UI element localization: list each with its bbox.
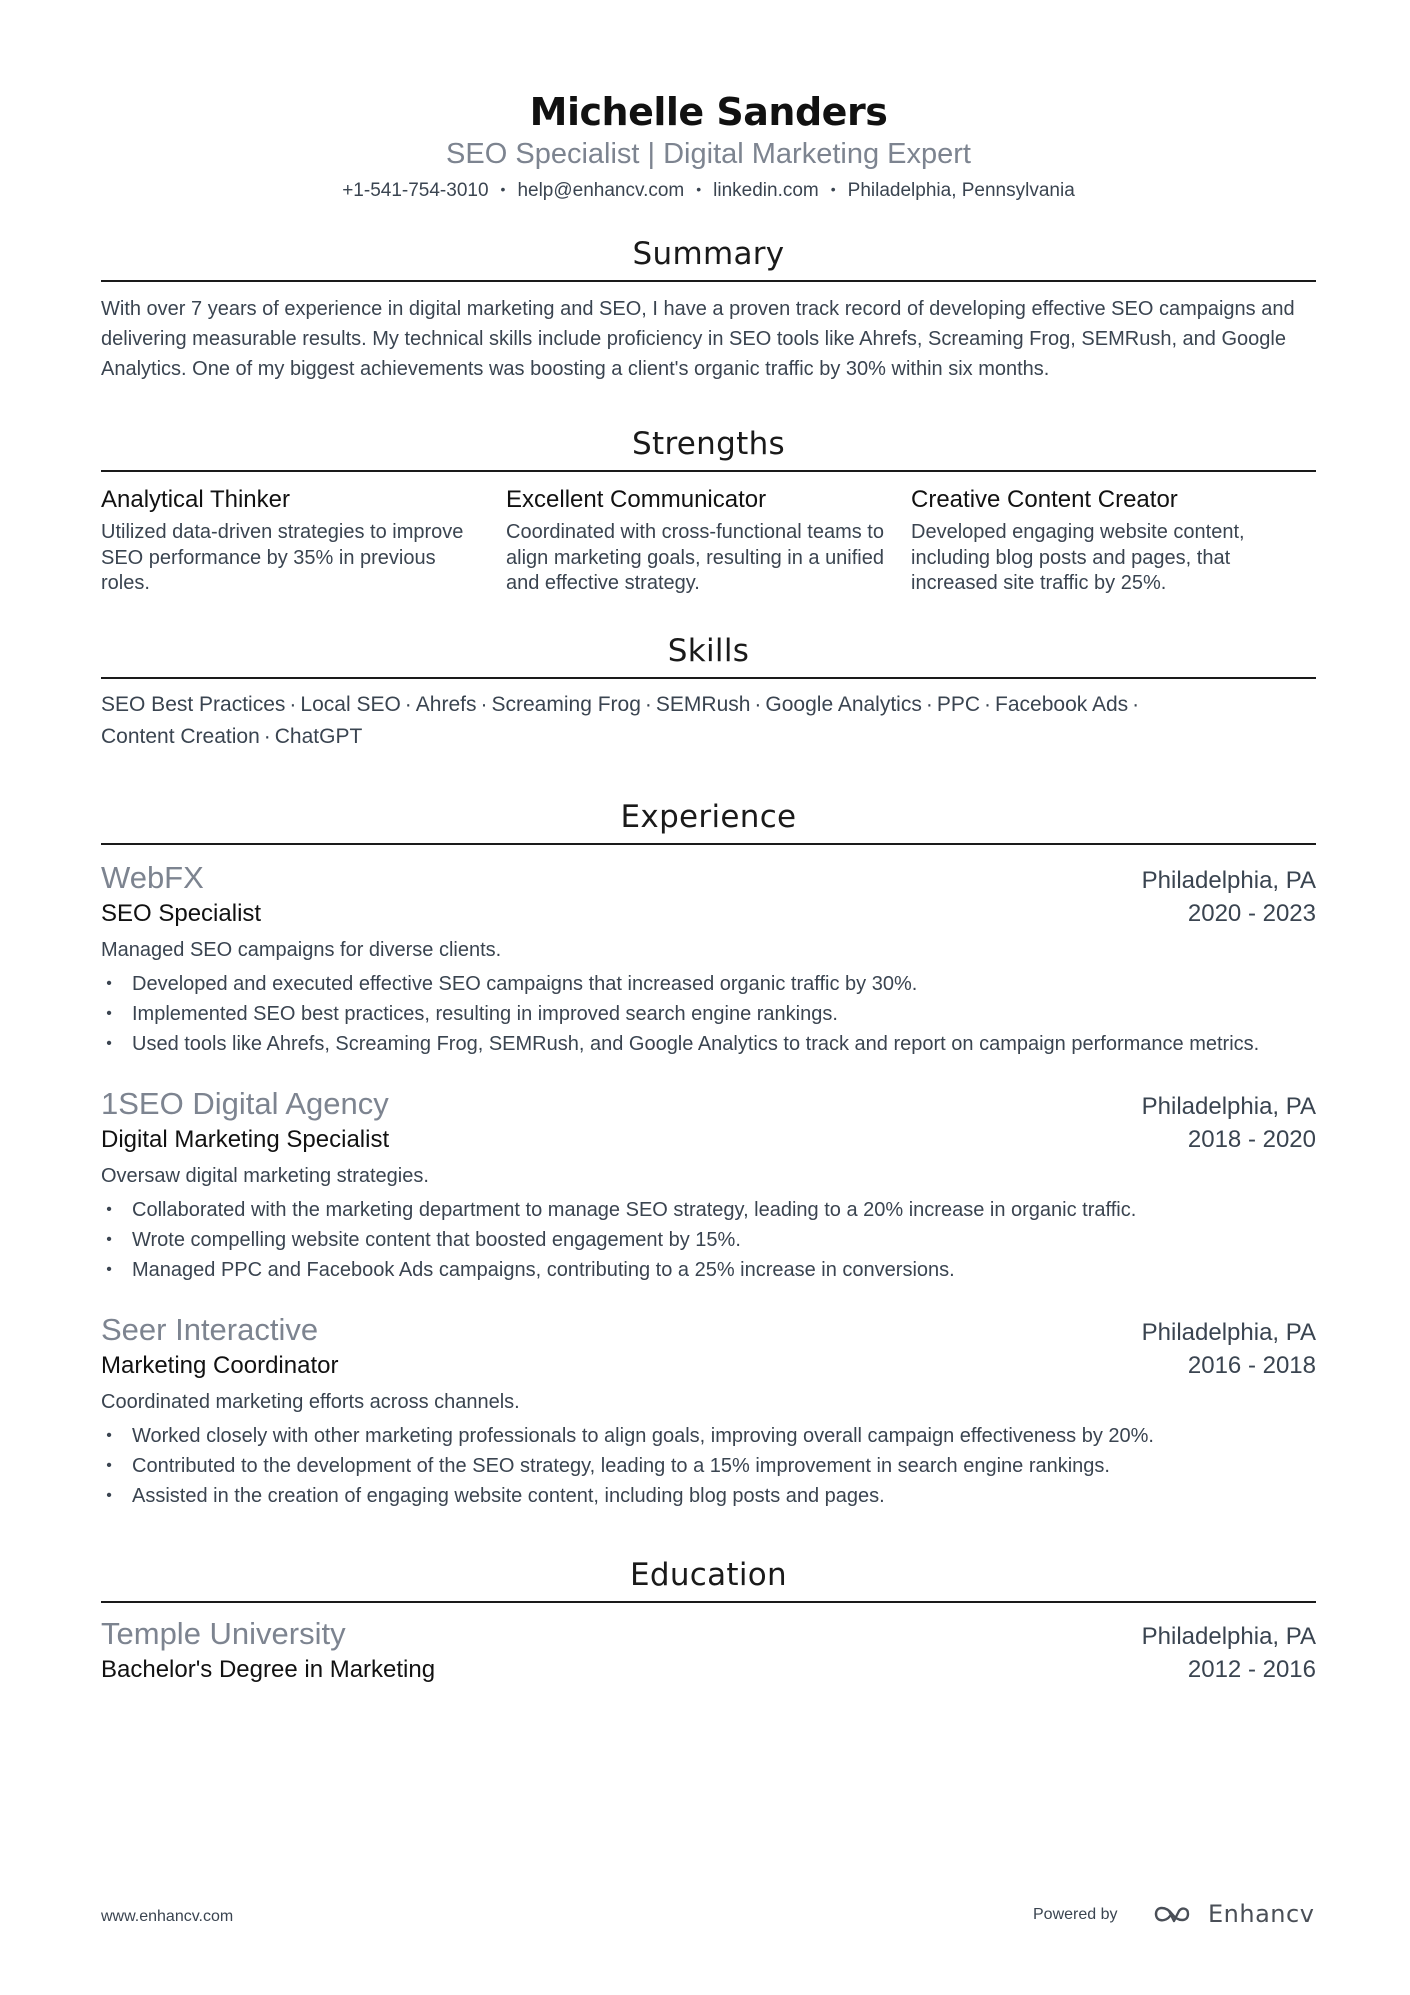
skills-list: SEO Best Practices · Local SEO · Ahrefs · Screaming Frog · SEMRush · Google Analytics · PPC · Facebook Ads · Content Creation · ChatGPT — [101, 692, 1140, 748]
skill-tag: ChatGPT — [274, 724, 363, 748]
job-location: Philadelphia, PA — [1141, 1318, 1316, 1346]
section-heading: Experience — [101, 797, 1316, 845]
job-bullet: • Worked closely with other marketing professionals to align goals, improving overall campaign effectiveness by 20%. — [132, 1421, 1316, 1451]
company-name: Seer Interactive — [101, 1311, 319, 1347]
education-dates: 2012 - 2016 — [1187, 1655, 1316, 1683]
strength-title: Analytical Thinker — [101, 486, 290, 513]
skill-tag: Local SEO — [300, 692, 401, 716]
strengths-section — [101, 424, 1316, 597]
job-location: Philadelphia, PA — [1141, 866, 1316, 894]
job-description: Coordinated marketing efforts across channels. — [101, 1390, 520, 1413]
job-role: Digital Marketing Specialist — [101, 1125, 390, 1153]
job-bullet: • Collaborated with the marketing department to manage SEO strategy, leading to a 20% increase in organic traffic. — [132, 1195, 1316, 1225]
job-bullets — [101, 969, 1316, 1059]
job-role: Marketing Coordinator — [101, 1351, 339, 1379]
education-entry — [101, 1615, 1316, 1687]
strength-title: Creative Content Creator — [911, 486, 1178, 513]
school-name: Temple University — [101, 1615, 346, 1651]
skill-tag: PPC — [936, 692, 981, 716]
phone: +1-541-754-3010 — [342, 180, 489, 201]
job-bullets — [101, 1195, 1316, 1285]
skill-tag: Facebook Ads — [995, 692, 1129, 716]
summary-text: With over 7 years of experience in digital marketing and SEO, I have a proven track record of developing effective SEO campaigns and delivering measurable results. My technical skills include proficiency in SEO tools like Ahrefs, Screaming Frog, SEMRush, and Google Analytics. One of my biggest achievements was boosting a client's organic traffic by 30% within six months. — [101, 298, 1295, 380]
section-heading: Skills — [101, 631, 1316, 679]
job-location: Philadelphia, PA — [1141, 1092, 1316, 1120]
email: help@enhancv.com — [517, 180, 685, 201]
candidate-name: Michelle Sanders — [529, 90, 888, 134]
degree: Bachelor's Degree in Marketing — [101, 1655, 436, 1683]
skill-tag: SEO Best Practices — [101, 692, 286, 716]
job-entry — [101, 1085, 1316, 1285]
job-bullet: • Implemented SEO best practices, resulting in improved search engine rankings. — [132, 999, 1316, 1029]
enhancv-logo-icon — [1152, 1901, 1200, 1927]
job-bullet: • Contributed to the development of the SEO strategy, leading to a 15% improvement in search engine rankings. — [132, 1451, 1316, 1481]
candidate-title: SEO Specialist | Digital Marketing Expert — [446, 138, 971, 170]
section-heading: Summary — [101, 234, 1316, 282]
company-name: WebFX — [101, 859, 204, 895]
job-bullet: • Managed PPC and Facebook Ads campaigns, contributing to a 25% increase in conversions. — [132, 1255, 1316, 1285]
job-entry — [101, 1311, 1316, 1511]
company-name: 1SEO Digital Agency — [101, 1085, 389, 1121]
skill-tag: SEMRush — [655, 692, 751, 716]
skill-tag: Screaming Frog — [491, 692, 641, 716]
job-entry — [101, 859, 1316, 1059]
school-location: Philadelphia, PA — [1141, 1622, 1316, 1650]
separator-dot: • — [830, 181, 836, 197]
location: Philadelphia, Pennsylvania — [847, 180, 1075, 201]
separator-dot: • — [696, 181, 702, 197]
skill-tag: Ahrefs — [415, 692, 477, 716]
strength-desc: Developed engaging website content, including blog posts and pages, that increased site traffic by 25%. — [911, 521, 1245, 594]
job-bullet: • Developed and executed effective SEO campaigns that increased organic traffic by 30%. — [132, 969, 1316, 999]
job-bullet: • Used tools like Ahrefs, Screaming Frog, SEMRush, and Google Analytics to track and report on campaign performance metrics. — [132, 1029, 1316, 1059]
page-footer — [101, 1900, 1316, 1940]
experience-section — [101, 797, 1316, 1511]
strength-item — [911, 484, 1316, 597]
strength-item — [101, 484, 506, 597]
job-description: Managed SEO campaigns for diverse clients. — [101, 938, 502, 961]
powered-by-label: Powered by — [1033, 1906, 1118, 1923]
section-heading: Education — [101, 1555, 1316, 1603]
job-bullets — [101, 1421, 1316, 1511]
strength-title: Excellent Communicator — [506, 486, 767, 513]
job-bullet: • Assisted in the creation of engaging website content, including blog posts and pages. — [132, 1481, 1316, 1511]
footer-url[interactable]: www.enhancv.com — [101, 1908, 234, 1925]
brand-name: Enhancv — [1208, 1900, 1315, 1928]
skill-tag: Google Analytics — [765, 692, 922, 716]
job-dates: 2016 - 2018 — [1187, 1351, 1316, 1379]
linkedin: linkedin.com — [713, 180, 819, 201]
job-dates: 2018 - 2020 — [1187, 1125, 1316, 1153]
summary-section — [101, 234, 1316, 384]
job-description: Oversaw digital marketing strategies. — [101, 1164, 429, 1187]
section-heading: Strengths — [101, 424, 1316, 472]
strength-desc: Coordinated with cross-functional teams to align marketing goals, resulting in a unified and effective strategy. — [506, 521, 884, 594]
job-dates: 2020 - 2023 — [1187, 899, 1316, 927]
education-section — [101, 1555, 1316, 1687]
strength-desc: Utilized data-driven strategies to improve SEO performance by 35% in previous roles. — [101, 521, 464, 594]
contact-line — [101, 176, 1316, 204]
job-role: SEO Specialist — [101, 899, 262, 927]
strength-item — [506, 484, 911, 597]
job-bullet: • Wrote compelling website content that boosted engagement by 15%. — [132, 1225, 1316, 1255]
separator-dot: • — [500, 181, 506, 197]
skills-section — [101, 631, 1316, 753]
skill-tag: Content Creation — [101, 724, 260, 748]
resume-header — [101, 0, 1316, 204]
enhancv-brand[interactable] — [1152, 1900, 1314, 1928]
resume-page — [101, 0, 1316, 1687]
